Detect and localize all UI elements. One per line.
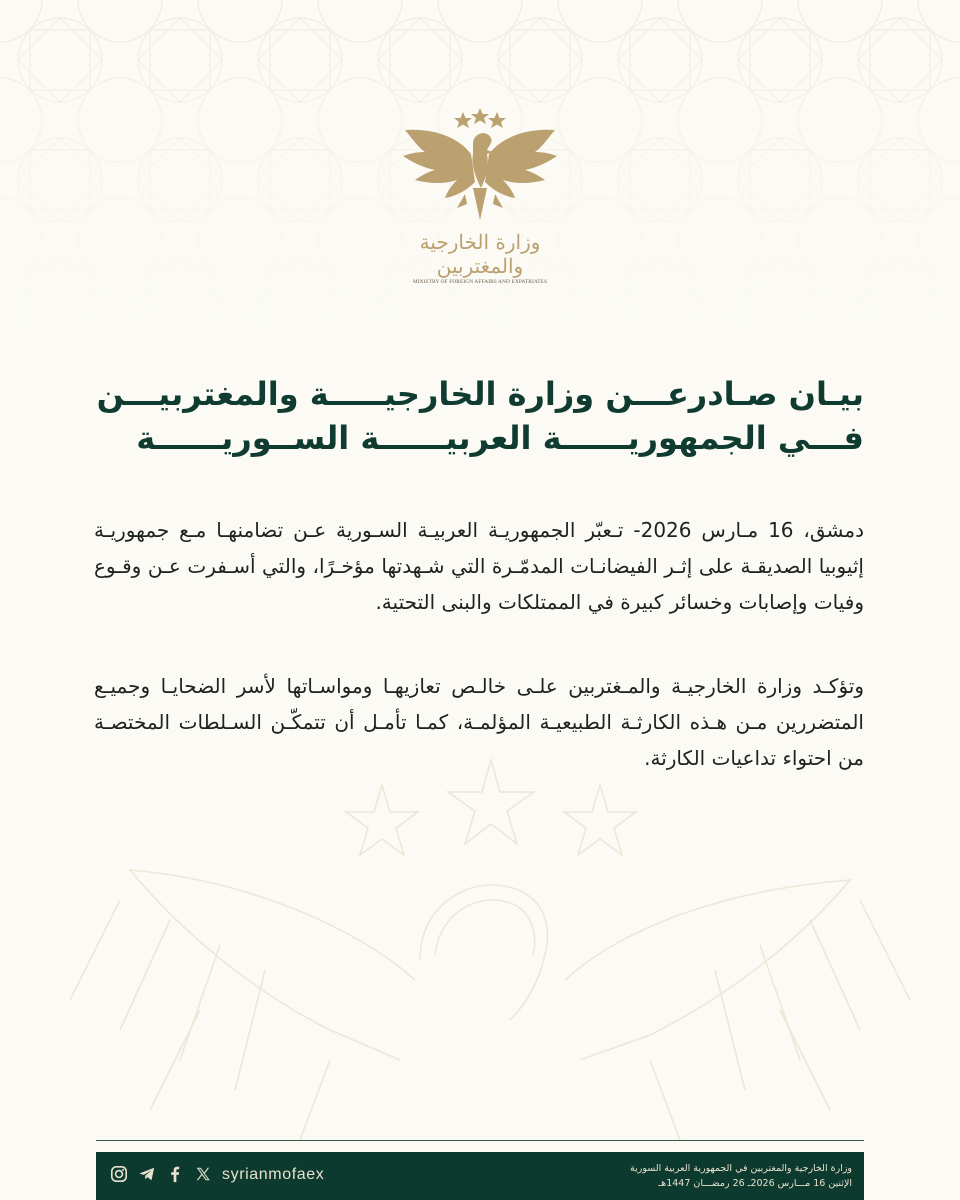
social-handle[interactable]: syrianmofaex	[222, 1166, 325, 1183]
instagram-icon[interactable]	[110, 1165, 128, 1183]
logo-english-name: MINISTRY OF FOREIGN AFFAIRS AND EXPATRIATES	[412, 279, 548, 285]
statement-paragraph-2: وتؤكـد وزارة الخارجيـة والمـغتربين علـى خالـص تعازيهـا ومواسـاتها لأسر الضحايـا وجميـع المتضررين مـن هـذه الكارثـة الطبيعيـة المؤلمـة، كمـا تأمـل أن تتمكّـن السـلطات المختصـة من احتواء تداعيات الكارثة.	[94, 674, 864, 770]
telegram-icon[interactable]	[138, 1165, 156, 1183]
statement-title	[64, 372, 864, 460]
eagle-emblem-icon	[395, 108, 565, 228]
footer-info	[630, 1161, 852, 1191]
title-line-2: فـــي الجمهوريــــــة العربيــــــة الســوريــــــة	[136, 419, 864, 457]
ministry-logo	[395, 108, 565, 285]
title-line-1: بيـان صـادرعـــن وزارة الخارجيـــــة والمغتربيـــن	[96, 375, 864, 413]
facebook-icon[interactable]	[166, 1165, 184, 1183]
statement-paragraph-1: دمشق، 16 مـارس 2026- تـعبّر الجمهوريـة العربيـة السـورية عـن تضامنهـا مـع جمهوريـة إثيوبيا الصديقـة على إثـر الفيضانـات المدمّـرة التي شـهدتها مؤخـرًا، والتي أسـفرت عـن وقـوع وفيات وإصابات وخسائر كبيرة في الممتلكات والبنى التحتية.	[94, 518, 865, 614]
footer-org-name: وزارة الخارجية والمغتربين في الجمهورية العربية السورية	[630, 1163, 852, 1174]
social-links	[110, 1165, 222, 1183]
footer-bar	[96, 1152, 864, 1200]
footer-date: الإثنين 16 مـــارس 2026ـ 26 رمضـــان 1447هـ	[658, 1178, 852, 1189]
footer-divider	[96, 1140, 864, 1141]
x-icon[interactable]	[194, 1165, 212, 1183]
logo-arabic-wordmark: وزارة الخارجية والمغتربين	[419, 230, 541, 278]
